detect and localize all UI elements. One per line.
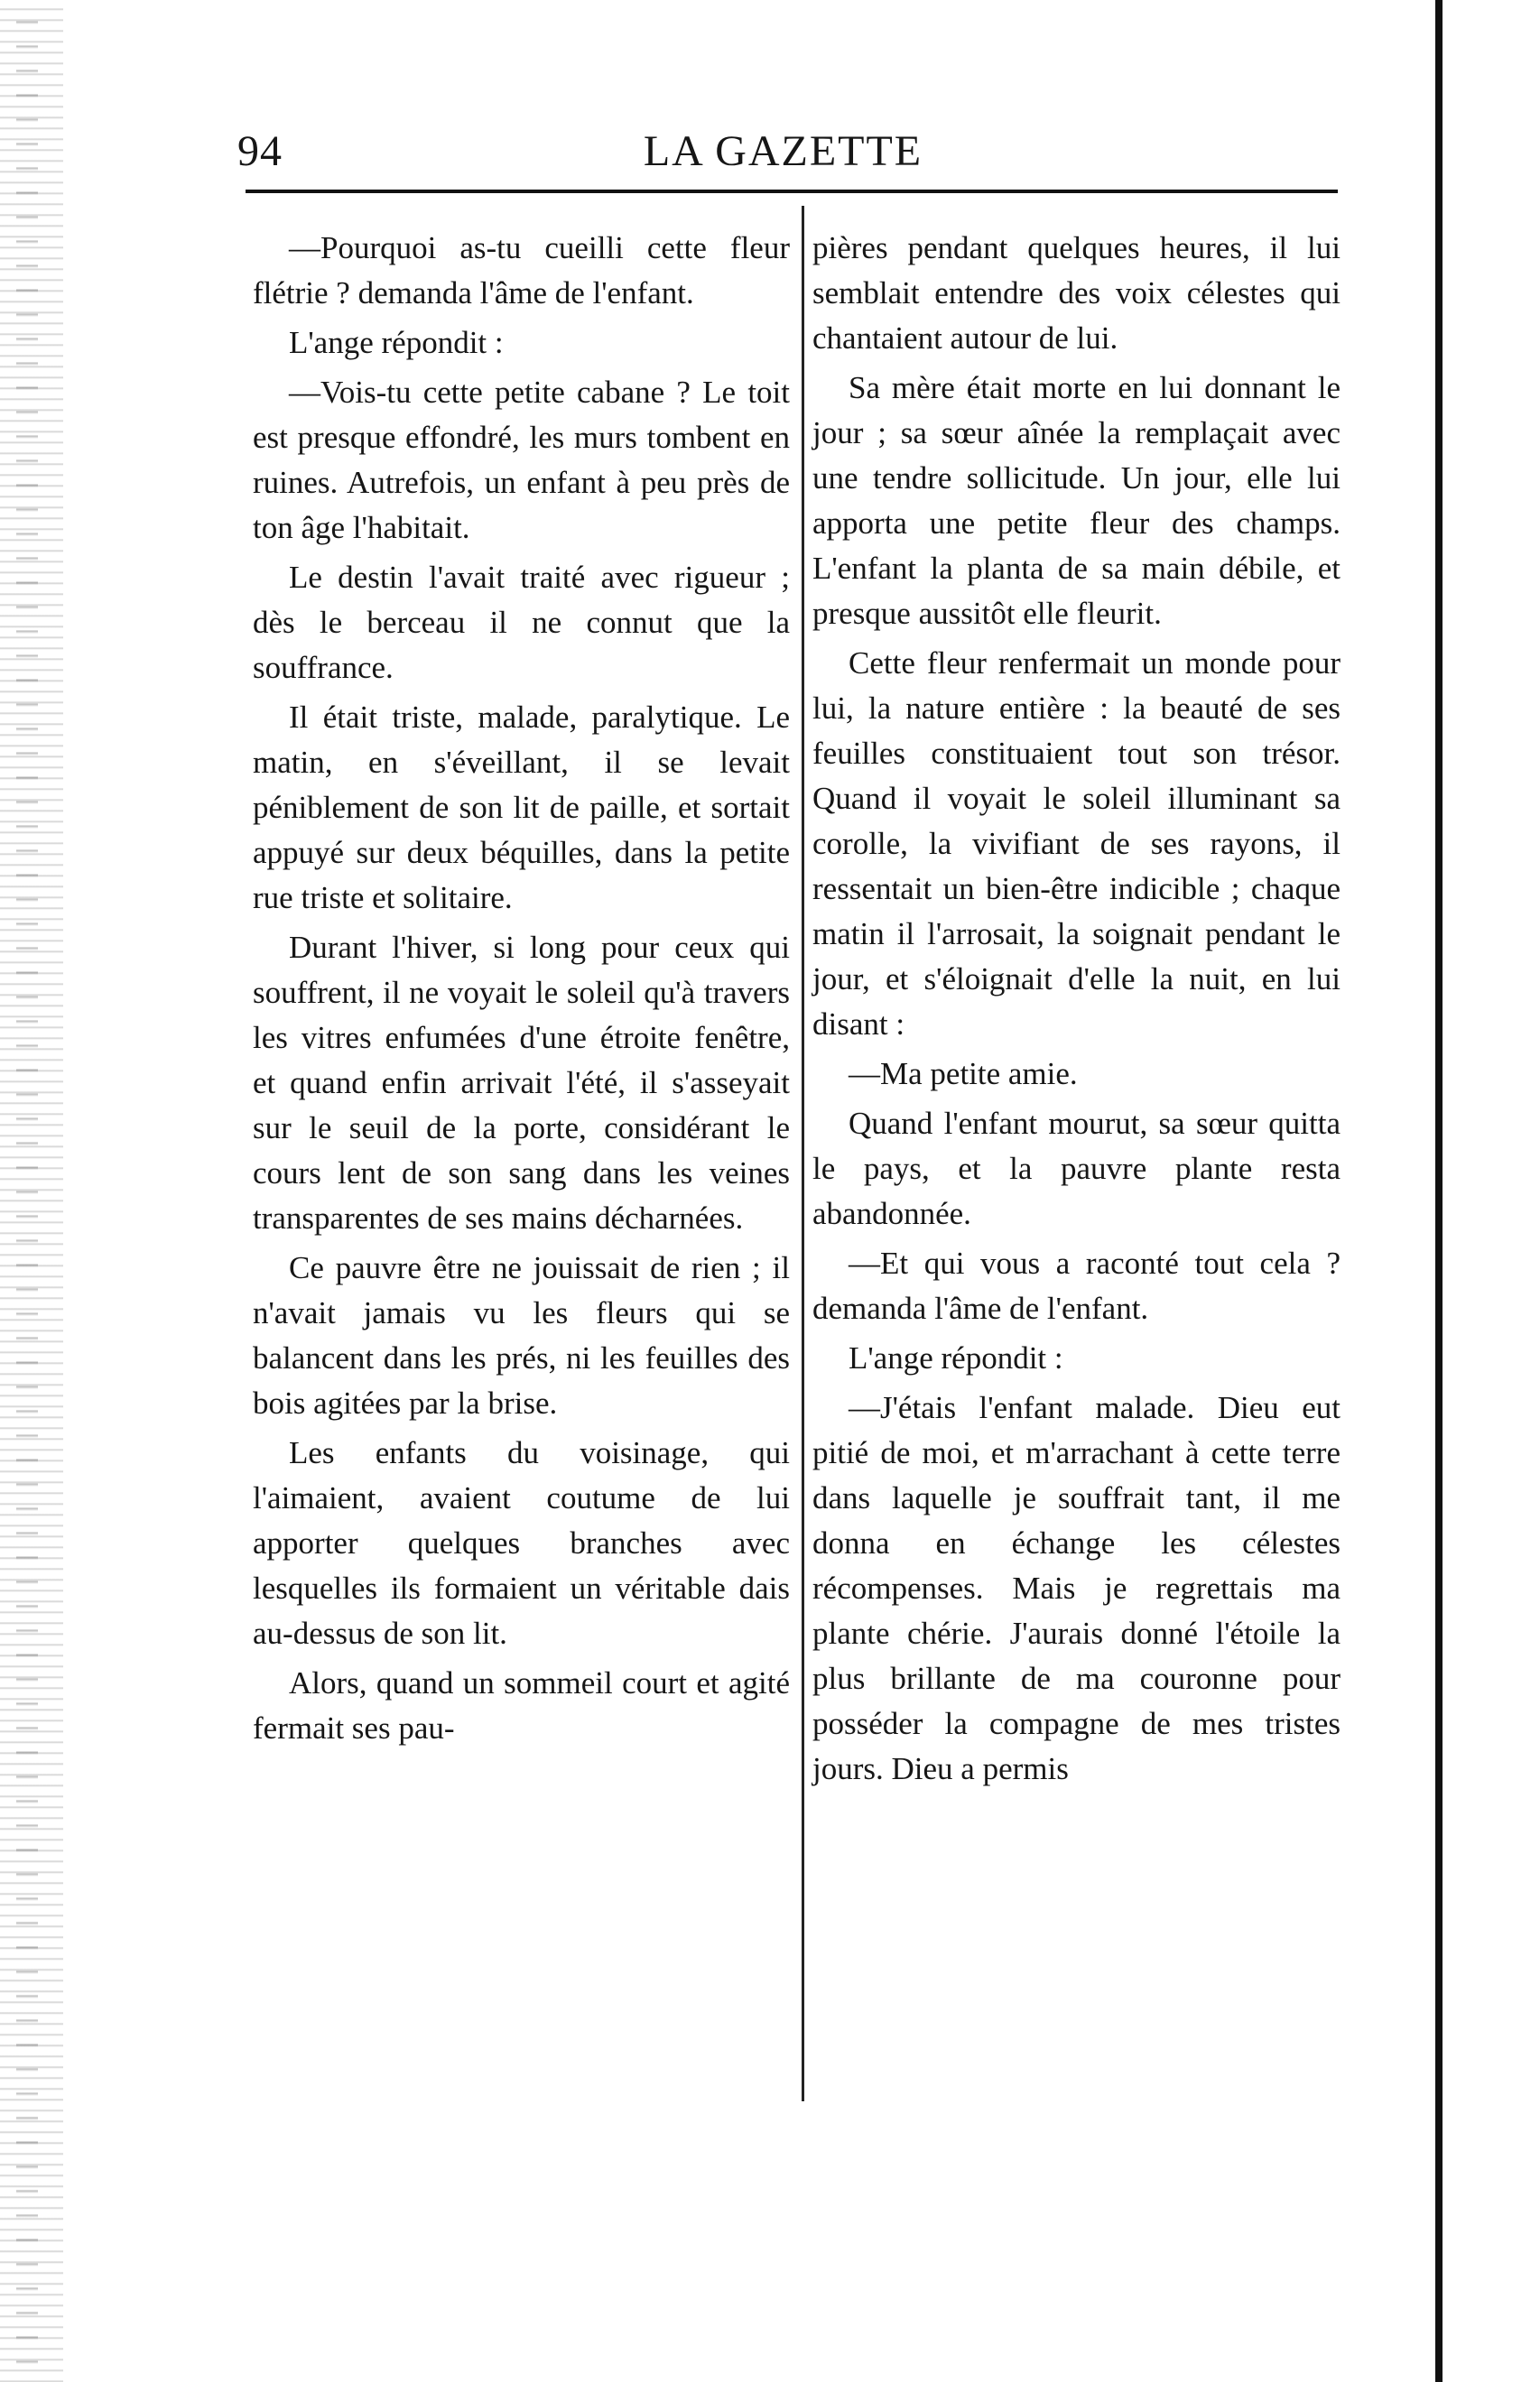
paragraph: —Pourquoi as-tu cueilli cette fleur flétrie ? demanda l'âme de l'enfant. <box>253 230 790 310</box>
paragraph: —Ma petite amie. <box>849 1056 1078 1091</box>
paragraph: Durant l'hiver, si long pour ceux qui souffrent, il ne voyait le soleil qu'à travers les vitres enfumées d'une étroite fenêtre, et quand enfin arrivait l'été, il s'asseyait sur le seuil de la porte, considérant le cours lent de son sang dans les veines transparentes de ses mains décharnées. <box>253 930 790 1236</box>
page-right-edge-line <box>1435 0 1443 2382</box>
left-column <box>253 226 790 1756</box>
paragraph: Alors, quand un sommeil court et agité fermait ses pau- <box>253 1665 790 1746</box>
paragraph: Les enfants du voisinage, qui l'aimaient, avaient coutume de lui apporter quelques branches avec lesquelles ils formaient un véritable dais au-dessus de son lit. <box>253 1435 790 1651</box>
paragraph: —J'étais l'enfant malade. Dieu eut pitié de moi, et m'arrachant à cette terre dans laquelle je souffrait tant, il me donna en échange les célestes récompenses. Mais je regrettais ma plante chérie. J'aurais donné l'étoile la plus brillante de ma couronne pour posséder la compagne de mes tristes jours. Dieu a permis <box>812 1390 1341 1786</box>
paragraph: Le destin l'avait traité avec rigueur ; dès le berceau il ne connut que la souffrance. <box>253 560 790 685</box>
paragraph: Il était triste, malade, paralytique. Le matin, en s'éveillant, il se levait péniblement de son lit de paille, et sortait appuyé sur deux béquilles, dans la petite rue triste et solitaire. <box>253 700 790 915</box>
paragraph-continuation: pières pendant quelques heures, il lui semblait entendre des voix célestes qui chantaient autour de lui. <box>812 230 1341 356</box>
header-rule <box>246 190 1338 193</box>
paragraph: L'ange répondit : <box>849 1340 1063 1376</box>
page-number: 94 <box>237 127 283 175</box>
running-title: LA GAZETTE <box>643 127 923 175</box>
right-column <box>812 226 1341 1796</box>
scan-edge-specks-inner <box>16 0 38 2382</box>
page-header <box>230 126 1336 190</box>
paragraph: —Vois-tu cette petite cabane ? Le toit est presque effondré, les murs tombent en ruines. Autrefois, un enfant à peu près de ton âge l'habitait. <box>253 375 790 545</box>
paragraph: L'ange répondit : <box>289 325 504 360</box>
paragraph: —Et qui vous a raconté tout cela ? demanda l'âme de l'enfant. <box>812 1246 1341 1326</box>
paragraph: Quand l'enfant mourut, sa sœur quitta le pays, et la pauvre plante resta abandonnée. <box>812 1106 1341 1231</box>
column-divider <box>802 206 804 2101</box>
paragraph: Sa mère était morte en lui donnant le jour ; sa sœur aînée la remplaçait avec une tendre sollicitude. Un jour, elle lui apporta une petite fleur des champs. L'enfant la planta de sa main débile, et presque aussitôt elle fleurit. <box>812 370 1341 631</box>
paragraph: Ce pauvre être ne jouissait de rien ; il n'avait jamais vu les fleurs qui se balancent dans les prés, ni les feuilles des bois agitées par la brise. <box>253 1250 790 1421</box>
paragraph: Cette fleur renfermait un monde pour lui, la nature entière : la beauté de ses feuilles constituaient tout son trésor. Quand il voyait le soleil illuminant sa corolle, la vivifiant de ses rayons, il ressentait un bien-être indicible ; chaque matin il l'arrosait, la soignait pendant le jour, et s'éloignait d'elle la nuit, en lui disant : <box>812 645 1341 1042</box>
